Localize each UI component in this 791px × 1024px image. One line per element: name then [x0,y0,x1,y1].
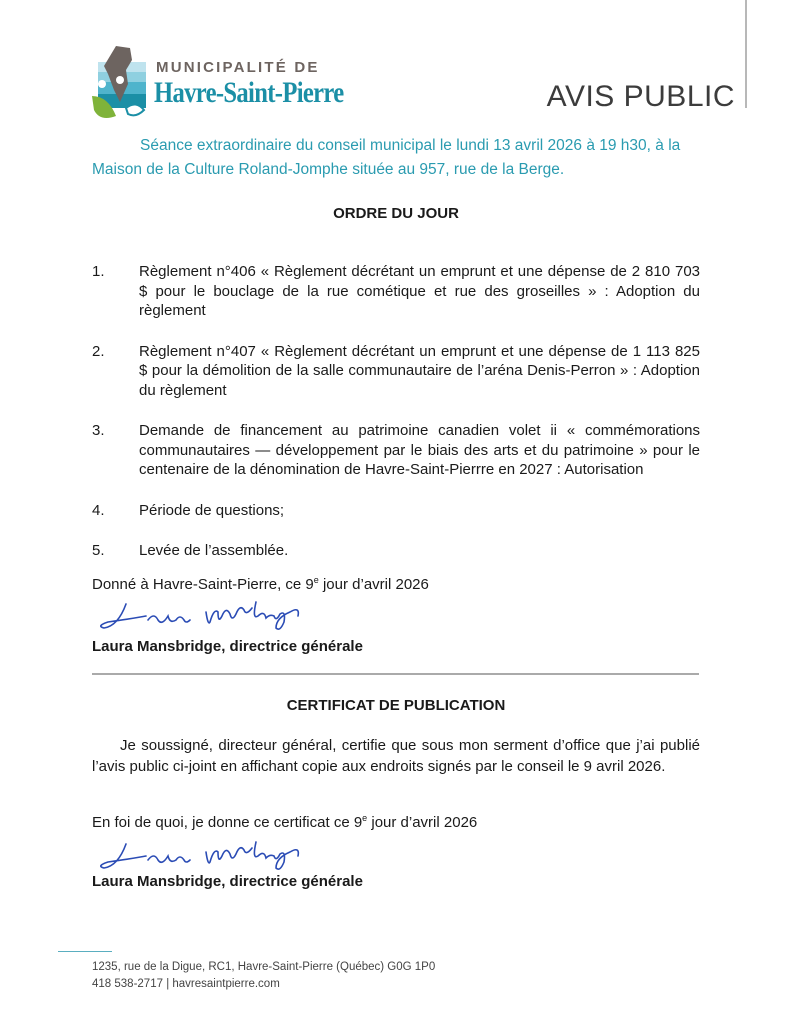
closing-suffix: jour d’avril 2026 [367,814,478,831]
agenda-item [92,342,700,401]
agenda-item [92,262,700,321]
agenda-item-text: Demande de financement au patrimoine canadien volet ii « commémorations communautaires — développement par le biais des arts et du patrimoine » pour le centenaire de la dénomination de Havre-Saint-Pierrre en 2027 : Autorisation [139,422,700,478]
given-suffix: jour d’avril 2026 [318,576,429,593]
footer-phone: 418 538-2717 [92,978,163,990]
given-at-line [92,570,702,595]
agenda-item-number: 5. [92,542,105,559]
agenda-item-text: Levée de l’assemblée. [139,542,289,559]
given-prefix: Donné à Havre-Saint-Pierre, ce 9 [92,576,314,593]
logo-emblem-icon [90,44,150,124]
agenda-item [92,421,700,480]
certificate-body: Je soussigné, directeur général, certifie que sous mon serment d’office que j’ai publié l’avis public ci-joint en affichant copie aux endroits signés par le conseil le 9 avril 2026. [92,737,700,775]
closing-sup: e [362,813,368,823]
agenda-item-text: Règlement n°407 « Règlement décrétant un emprunt et une dépense de 1 113 825 $ pour la démolition de la salle communautaire de l’aréna Denis-Perron » : Adoption du règlement [139,342,700,399]
agenda-item-text: Période de questions; [139,501,285,519]
header-vertical-rule [745,0,747,108]
document-type-title: AVIS PUBLIC [546,80,735,113]
agenda-item [92,541,700,561]
meeting-intro: Séance extraordinaire du conseil municipal le lundi 13 avril 2026 à 19 h30, à la Maison de la Culture Roland-Jomphe située au 957, rue de la Berge. [92,137,681,178]
agenda-item-text: Règlement n°406 « Règlement décrétant un emprunt et une dépense de 2 810 703 $ pour le bouclage de la rue cométique et rue des groseilles » : Adoption du règlement [139,263,700,319]
footer-address: 1235, rue de la Digue, RC1, Havre-Saint-Pierre (Québec) G0G 1P0 [92,961,436,973]
agenda-item-number: 1. [92,263,105,280]
agenda-list [92,262,700,582]
certificate-title: CERTIFICAT DE PUBLICATION [286,697,506,714]
signatory-name: Laura Mansbridge, directrice générale [92,873,363,890]
agenda-item-number: 2. [92,342,105,360]
signatory-name: Laura Mansbridge, directrice générale [92,638,363,655]
footer-contact [92,976,435,993]
footer [92,959,435,993]
agenda-item [92,501,700,521]
agenda-title: ORDRE DU JOUR [333,205,459,222]
agenda-item-number: 3. [92,422,105,439]
agenda-item-number: 4. [92,501,105,519]
logo-top-text: MUNICIPALITÉ DE [156,59,320,76]
footer-accent-line [58,951,112,952]
logo-name-text: Havre-Saint-Pierre [154,76,344,109]
closing-prefix: En foi de quoi, je donne ce certificat ce 9 [92,814,363,831]
footer-separator: | [166,978,170,990]
footer-website-link[interactable]: havresaintpierre.com [172,978,280,990]
municipality-logo [90,44,350,124]
section-divider [92,673,699,675]
certificate-closing [92,808,702,833]
signature-image-icon [96,596,356,638]
signature-image-icon [96,836,356,878]
given-sup: e [313,575,319,585]
